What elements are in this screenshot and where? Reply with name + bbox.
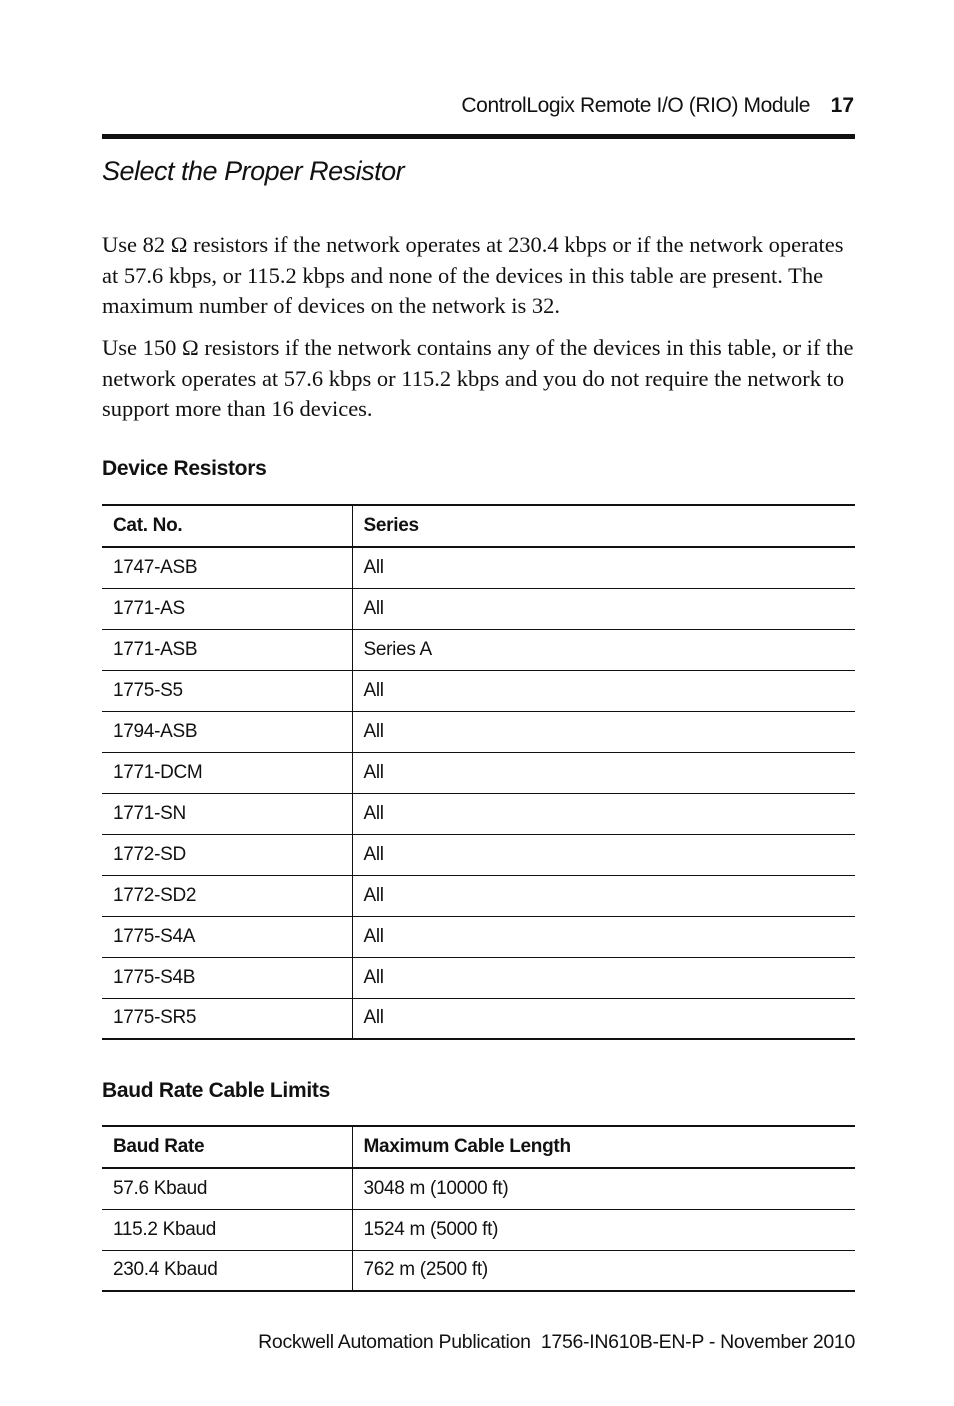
cat-no-cell: 1771-ASB [102, 629, 352, 670]
cat-no-cell: 1775-S4A [102, 916, 352, 957]
series-cell: All [363, 761, 384, 783]
baud-rate-limits-table [102, 1125, 855, 1292]
table-row [102, 588, 855, 629]
series-cell: All [363, 884, 384, 906]
table-row [102, 1250, 855, 1291]
series-cell: All [363, 556, 384, 578]
column-header-baud-rate: Baud Rate [102, 1126, 352, 1168]
device-resistors-table [102, 504, 855, 1040]
table-header-row [102, 505, 855, 547]
table-row [102, 670, 855, 711]
table-row [102, 1168, 855, 1209]
cable-length-cell: 762 m (2500 ft) [363, 1259, 488, 1281]
cat-no-cell: 1747-ASB [102, 547, 352, 588]
series-cell: All [363, 843, 384, 865]
cat-no-cell: 1771-AS [102, 588, 352, 629]
cat-no-cell: 1771-SN [102, 793, 352, 834]
publication-footer: Rockwell Automation Publication 1756-IN610B-EN-P - November 2010 [258, 1331, 855, 1353]
series-cell: All [363, 966, 384, 988]
baud-rate-cell: 115.2 Kbaud [102, 1209, 352, 1250]
device-resistors-caption: Device Resistors [102, 457, 267, 480]
table-row [102, 547, 855, 588]
series-cell: All [363, 802, 384, 824]
cat-no-cell: 1775-S5 [102, 670, 352, 711]
table-row [102, 834, 855, 875]
series-cell: All [363, 720, 384, 742]
cat-no-cell: 1772-SD2 [102, 875, 352, 916]
table-row [102, 957, 855, 998]
running-header-title: ControlLogix Remote I/O (RIO) Module [461, 94, 810, 117]
table-row [102, 875, 855, 916]
body-paragraph-1: Use 82 Ω resistors if the network operates at 230.4 kbps or if the network operates at 57.6 kbps, or 115.2 kbps and none of the devices in this table are present. The maximum number of devices on the network is 32. [102, 232, 844, 318]
baud-rate-cell: 230.4 Kbaud [102, 1250, 352, 1291]
table-row [102, 629, 855, 670]
header-rule [102, 134, 855, 139]
cable-length-cell: 1524 m (5000 ft) [363, 1218, 499, 1240]
column-header-cat-no: Cat. No. [102, 505, 352, 547]
cat-no-cell: 1775-S4B [102, 957, 352, 998]
table-header-row [102, 1126, 855, 1168]
baud-rate-cell: 57.6 Kbaud [102, 1168, 352, 1209]
series-cell: All [363, 925, 384, 947]
baud-rate-limits-caption: Baud Rate Cable Limits [102, 1079, 330, 1102]
cat-no-cell: 1772-SD [102, 834, 352, 875]
body-paragraph-2: Use 150 Ω resistors if the network contains any of the devices in this table, or if the network operates at 57.6 kbps or 115.2 kbps and you do not require the network to support more than 16 devices. [102, 335, 854, 421]
series-cell: All [363, 1007, 384, 1029]
series-cell: All [363, 679, 384, 701]
table-row [102, 1209, 855, 1250]
table-row [102, 916, 855, 957]
cable-length-cell: 3048 m (10000 ft) [363, 1177, 509, 1199]
cat-no-cell: 1771-DCM [102, 752, 352, 793]
table-row [102, 752, 855, 793]
page-number: 17 [830, 94, 854, 117]
series-cell: All [363, 597, 384, 619]
cat-no-cell: 1794-ASB [102, 711, 352, 752]
column-header-series: Series [363, 515, 419, 536]
series-cell: Series A [363, 638, 432, 660]
cat-no-cell: 1775-SR5 [102, 998, 352, 1039]
table-row [102, 793, 855, 834]
table-row [102, 998, 855, 1039]
column-header-max-cable-length: Maximum Cable Length [363, 1136, 571, 1157]
section-title: Select the Proper Resistor [102, 156, 405, 186]
table-row [102, 711, 855, 752]
